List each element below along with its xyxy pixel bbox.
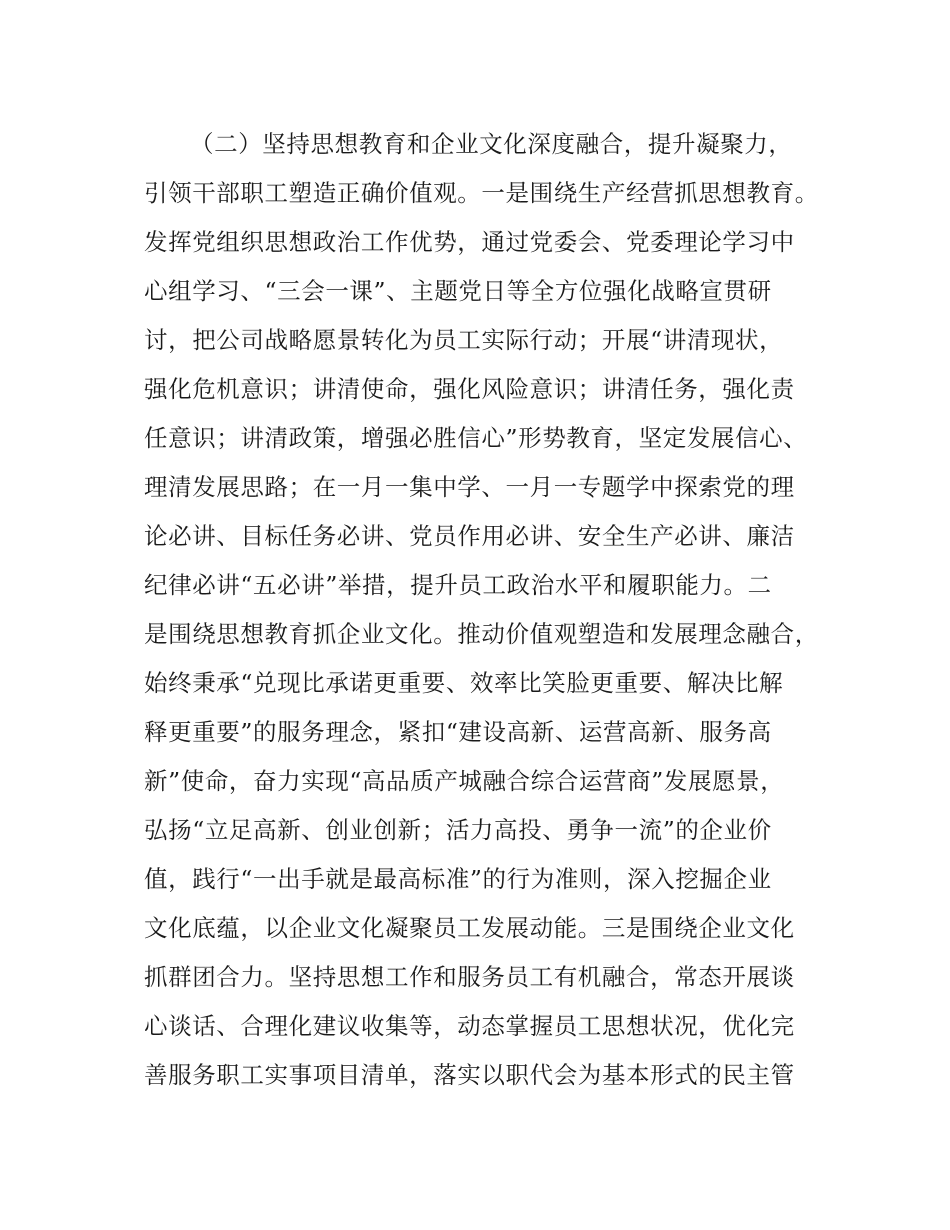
paragraph-line-4: 心组学习、“三会一课”、主题党日等全方位强化战略宣贯研 xyxy=(144,277,772,305)
paragraph-line-5: 讨，把公司战略愿景转化为员工实际行动；开展“讲清现状， xyxy=(144,326,784,354)
paragraph-line-13: 释更重要”的服务理念，紧扣“建设高新、运营高新、服务高 xyxy=(144,718,772,746)
paragraph-line-16: 值，践行“一出手就是最高标准”的行为准则，深入挖掘企业 xyxy=(144,865,772,893)
paragraph-line-7: 任意识；讲清政策，增强必胜信心”形势教育，坚定发展信心、 xyxy=(144,424,808,452)
paragraph-line-2: 引领干部职工塑造正确价值观。一是围绕生产经营抓思想教育。 xyxy=(144,179,819,207)
paragraph-line-18: 抓群团合力。坚持思想工作和服务员工有机融合，常态开展谈 xyxy=(144,963,795,991)
paragraph-line-11: 是围绕思想教育抓企业文化。推动价值观塑造和发展理念融合， xyxy=(144,620,819,648)
paragraph-line-17: 文化底蕴，以企业文化凝聚员工发展动能。三是围绕企业文化 xyxy=(144,914,795,942)
paragraph-line-3: 发挥党组织思想政治工作优势，通过党委会、党委理论学习中 xyxy=(144,228,795,256)
paragraph-line-9: 论必讲、目标任务必讲、党员作用必讲、安全生产必讲、廉洁 xyxy=(144,522,795,550)
paragraph-line-20: 善服务职工实事项目清单，落实以职代会为基本形式的民主管 xyxy=(144,1061,795,1089)
paragraph-line-1: （二）坚持思想教育和企业文化深度融合，提升凝聚力， xyxy=(190,130,793,158)
paragraph-line-6: 强化危机意识；讲清使命，强化风险意识；讲清任务，强化责 xyxy=(144,375,795,403)
paragraph-line-12: 始终秉承“兑现比承诺更重要、效率比笑脸更重要、解决比解 xyxy=(144,669,784,697)
paragraph-line-14: 新”使命，奋力实现“高品质产城融合综合运营商”发展愿景， xyxy=(144,767,785,795)
paragraph-line-15: 弘扬“立足高新、创业创新；活力高投、勇争一流”的企业价 xyxy=(144,816,772,844)
paragraph-line-10: 纪律必讲“五必讲”举措，提升员工政治水平和履职能力。二 xyxy=(144,571,772,599)
paragraph-line-8: 理清发展思路；在一月一集中学、一月一专题学中探索党的理 xyxy=(144,473,795,501)
paragraph-line-19: 心谈话、合理化建议收集等，动态掌握员工思想状况，优化完 xyxy=(144,1012,795,1040)
